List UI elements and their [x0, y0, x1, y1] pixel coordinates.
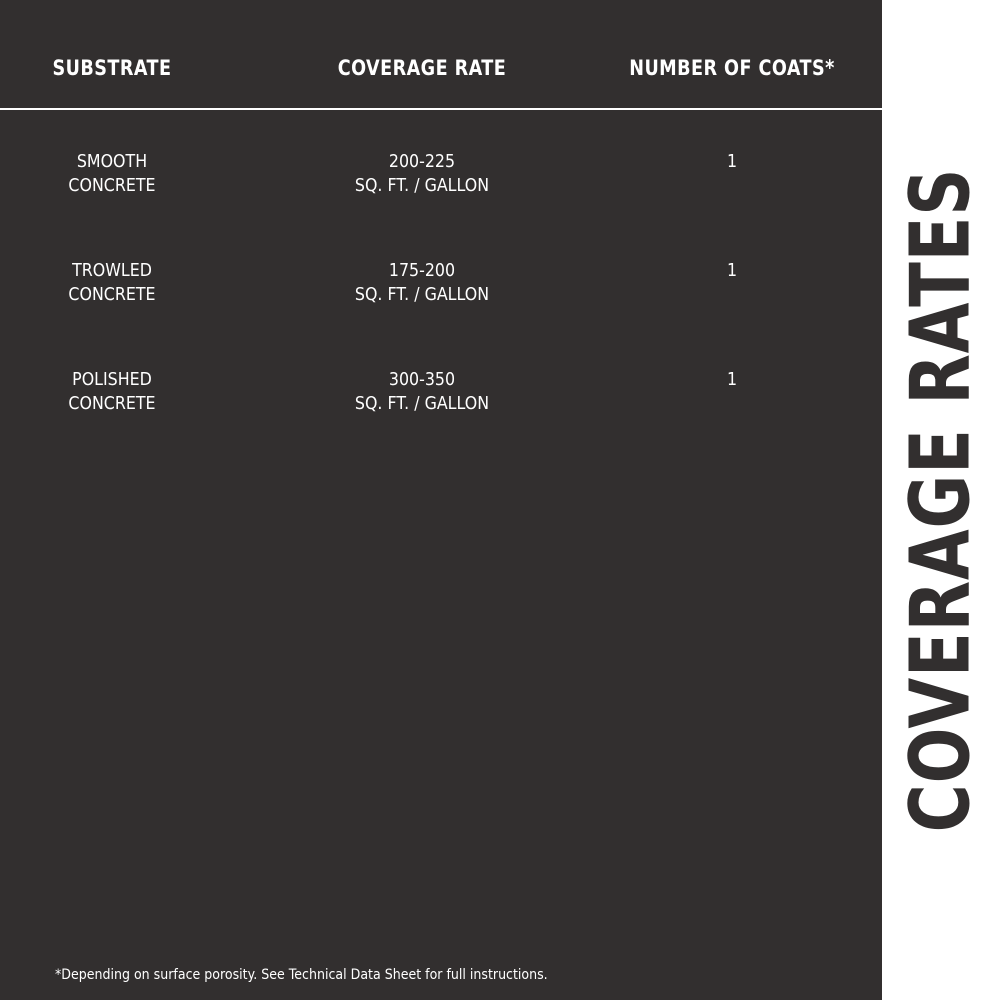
header-number-of-coats: NUMBER OF COATS*: [629, 56, 835, 80]
table-row: [0, 259, 882, 319]
coats-cell: 1: [726, 369, 738, 390]
substrate-line: POLISHED: [72, 369, 152, 390]
side-title: COVERAGE RATES: [893, 167, 989, 833]
substrate-line: CONCRETE: [68, 175, 156, 196]
table-row: [0, 150, 882, 210]
table-row: [0, 368, 882, 428]
coverage-cell: [308, 259, 537, 307]
coverage-cell: [308, 368, 537, 416]
coverage-value: 300-350: [388, 369, 456, 390]
coats-cell: 1: [726, 151, 738, 172]
substrate-line: SMOOTH: [76, 151, 148, 172]
table-header-row: [0, 0, 882, 110]
substrate-cell: [24, 150, 200, 198]
substrate-cell: [24, 259, 200, 307]
coverage-value: 175-200: [388, 260, 456, 281]
substrate-line: TROWLED: [72, 260, 152, 281]
side-title-panel: [882, 0, 1000, 1000]
substrate-line: CONCRETE: [68, 284, 156, 305]
header-substrate: SUBSTRATE: [52, 56, 172, 80]
substrate-line: CONCRETE: [68, 393, 156, 414]
coverage-cell: [308, 150, 537, 198]
coverage-value: 200-225: [388, 151, 456, 172]
header-coverage-rate: COVERAGE RATE: [337, 56, 507, 80]
coats-cell: 1: [726, 260, 738, 281]
coverage-unit: SQ. FT. / GALLON: [354, 175, 490, 196]
substrate-cell: [24, 368, 200, 416]
footnote: *Depending on surface porosity. See Technical Data Sheet for full instructions.: [55, 967, 548, 983]
coverage-unit: SQ. FT. / GALLON: [354, 393, 490, 414]
coverage-unit: SQ. FT. / GALLON: [354, 284, 490, 305]
